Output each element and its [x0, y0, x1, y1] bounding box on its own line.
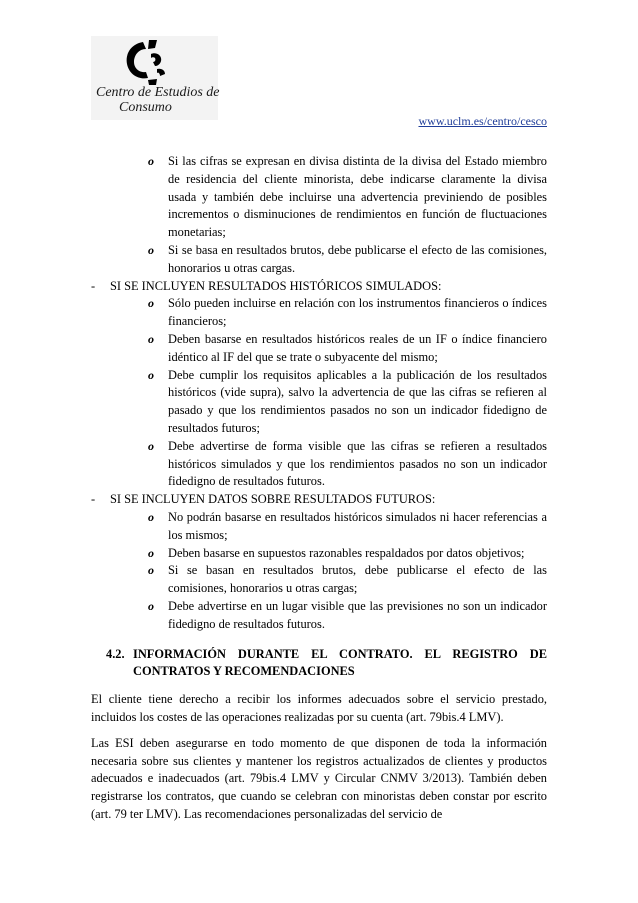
- list-item: [91, 295, 547, 331]
- list-item-text: Si las cifras se expresan en divisa distinta de la divisa del Estado miembro de residencia del cliente minorista, debe indicarse claramente la divisa usada y también debe incluirse una advertencia previniendo de posibles incrementos o disminuciones de rendimientos en función de fluctuaciones monetarias;: [168, 154, 547, 240]
- group-label: SI SE INCLUYEN RESULTADOS HISTÓRICOS SIMULADOS:: [110, 278, 442, 293]
- section-number: 4.2.: [106, 646, 125, 661]
- bullet-o: o: [148, 367, 154, 382]
- paragraph: El cliente tiene derecho a recibir los informes adecuados sobre el servicio prestado, incluidos los costes de las operaciones realizadas por su cuenta (art. 79bis.4 LMV).: [91, 692, 547, 724]
- list-item: [91, 545, 547, 563]
- bullet-o: o: [148, 598, 154, 613]
- list-item-text: Debe cumplir los requisitos aplicables a la publicación de los resultados históricos (vide supra), salvo la advertencia de que las cifras se refieren al pasado y que los rendimientos pasados no son un indicador fidedigno de resultados futuros;: [168, 367, 547, 435]
- section-heading: [91, 646, 547, 682]
- list-item: [91, 331, 547, 367]
- paragraph: Las ESI deben asegurarse en todo momento de que disponen de toda la información necesaria sobre sus clientes y mantener los registros actualizados de clientes y productos adecuados e inadecuados (art. 79bis.4 LMV y Circular CNMV 3/2013). También deben registrarse los contratos, que cuando se celebran con minoristas deben constar por escrito (art. 79 ter LMV). Las recomendaciones personalizadas del servicio de: [91, 735, 547, 821]
- document-body: [91, 153, 547, 832]
- logo-text-line1: Centro de Estudios de: [96, 85, 220, 100]
- group-label: SI SE INCLUYEN DATOS SOBRE RESULTADOS FUTUROS:: [110, 492, 436, 507]
- list-item-text: Si se basa en resultados brutos, debe publicarse el efecto de las comisiones, honorarios u otras cargas.: [168, 242, 547, 275]
- list-item: [91, 367, 547, 438]
- list-item: [91, 509, 547, 545]
- list-item: [91, 562, 547, 598]
- list-item: [91, 242, 547, 278]
- bullet-o: o: [148, 242, 154, 257]
- list-item-text: Si se basan en resultados brutos, debe publicarse el efecto de las comisiones, honorarios u otras cargas;: [168, 563, 547, 596]
- bullet-dash: -: [91, 492, 96, 507]
- logo-text-line2: Consumo: [119, 100, 172, 115]
- bullet-o: o: [148, 331, 154, 346]
- bullet-dash: -: [91, 278, 96, 293]
- bullet-o: o: [148, 296, 154, 311]
- bullet-o: o: [148, 545, 154, 560]
- list-item: [91, 153, 547, 242]
- list-item-text: Debe advertirse en un lugar visible que las previsiones no son un indicador fidedigno de resultados futuros.: [168, 598, 547, 631]
- header-url-link[interactable]: www.uclm.es/centro/cesco: [418, 114, 547, 128]
- bullet-o: o: [148, 563, 154, 578]
- list-item: [91, 598, 547, 634]
- list-item: [91, 438, 547, 491]
- cesco-logo: [91, 36, 218, 120]
- list-item-text: Deben basarse en resultados históricos reales de un IF o índice financiero idéntico al IF del que se trate o subyacente del mismo;: [168, 331, 547, 364]
- list-item-text: Sólo pueden incluirse en relación con los instrumentos financieros o índices financieros;: [168, 296, 547, 329]
- list-item-text: No podrán basarse en resultados históricos simulados ni hacer referencias a los mismos;: [168, 509, 547, 542]
- bullet-o: o: [148, 154, 154, 168]
- bullet-o: o: [148, 438, 154, 453]
- list-item-text: Debe advertirse de forma visible que las cifras se refieren a resultados históricos simulados y que los rendimientos pasados no son un indicador fidedigno de resultados futuros.: [168, 438, 547, 489]
- group-simulated: [91, 278, 547, 296]
- group-future: [91, 491, 547, 509]
- bullet-o: o: [148, 509, 154, 524]
- list-item-text: Deben basarse en supuestos razonables respaldados por datos objetivos;: [168, 545, 525, 560]
- section-title: INFORMACIÓN DURANTE EL CONTRATO. EL REGISTRO DE CONTRATOS Y RECOMENDACIONES: [133, 646, 547, 679]
